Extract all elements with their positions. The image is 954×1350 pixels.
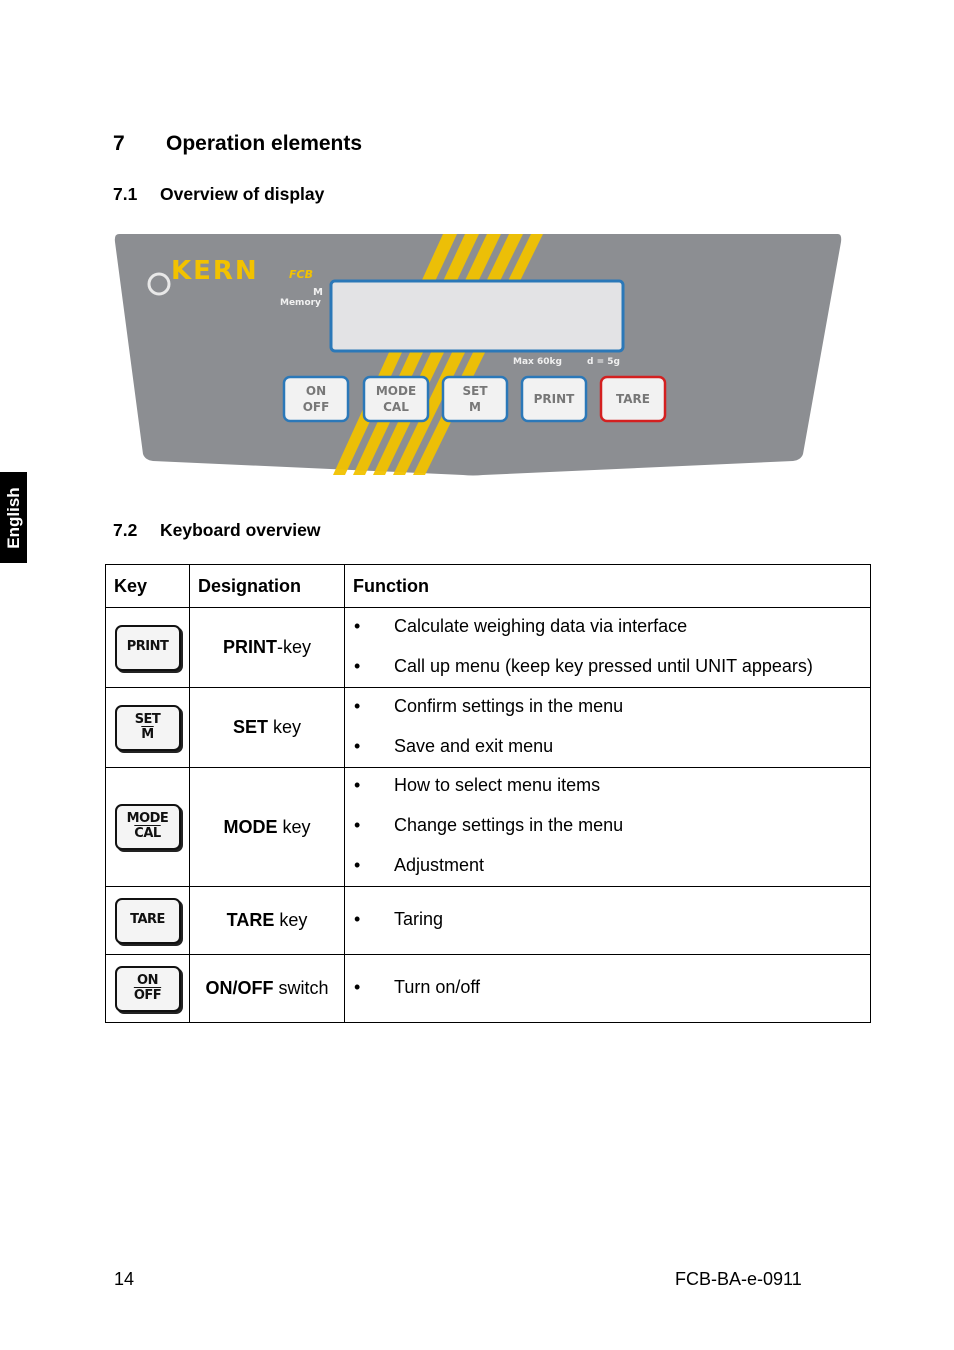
function-cell (345, 955, 871, 1023)
subsection-number: 7.1 (113, 184, 138, 204)
svg-text:TARE: TARE (616, 392, 650, 406)
list-item: • Calculate weighing data via interface (345, 611, 870, 651)
language-tab (0, 472, 27, 563)
key-cell (106, 688, 190, 768)
designation-cell: MODE key (190, 768, 345, 887)
table-row (106, 608, 871, 688)
designation-cell: ON/OFF switch (190, 955, 345, 1023)
on-off-button[interactable] (284, 377, 348, 421)
function-cell (345, 768, 871, 887)
table-row (106, 887, 871, 955)
section-number: 7 (113, 132, 125, 155)
mode-key-icon: MODE $\overline{CAL}$ (115, 804, 181, 850)
svg-text:MODE: MODE (375, 384, 417, 398)
svg-text:CAL: CAL (383, 400, 409, 414)
memory-label: Memory (280, 298, 321, 308)
lcd-screen (331, 281, 623, 351)
table-row (106, 688, 871, 768)
subsection-title: Keyboard overview (160, 520, 321, 540)
designation-cell: SET key (190, 688, 345, 768)
subsection-title: Overview of display (160, 184, 325, 204)
capacity-label: Max 60kg (513, 357, 562, 367)
key-cell (106, 887, 190, 955)
brand-text: KERN (171, 256, 259, 286)
readability-label: d = 5g (587, 357, 620, 367)
svg-text:ON: ON (305, 384, 327, 398)
designation-cell: TARE key (190, 887, 345, 955)
list-item: • How to select menu items (345, 770, 870, 810)
memory-m: M (313, 287, 323, 298)
list-item: • Save and exit menu (345, 731, 870, 765)
subsection-heading-keyboard (113, 520, 320, 541)
set-key-icon: SET $\overline{M}$ (115, 705, 181, 751)
keyboard-table (105, 564, 871, 1023)
header-designation: Designation (190, 565, 345, 608)
table-row (106, 768, 871, 887)
mode-cal-button[interactable] (364, 377, 428, 421)
header-key: Key (106, 565, 190, 608)
key-cell (106, 608, 190, 688)
display-panel-illustration (113, 232, 843, 480)
page-number: 14 (114, 1269, 135, 1289)
document-id: FCB-BA-e-0911 (675, 1269, 802, 1289)
subsection-number: 7.2 (113, 520, 138, 540)
model-text: FCB (289, 268, 313, 281)
list-item: • Confirm settings in the menu (345, 691, 870, 731)
svg-text:PRINT: PRINT (533, 392, 575, 406)
set-m-button[interactable] (443, 377, 507, 421)
subsection-heading-display (113, 184, 324, 205)
svg-text:M: M (469, 400, 481, 414)
language-label: English (3, 486, 23, 549)
svg-text:OFF: OFF (302, 400, 330, 414)
section-heading (113, 132, 362, 156)
list-item: • Adjustment (345, 850, 870, 884)
list-item: • Taring (345, 904, 870, 938)
table-row (106, 955, 871, 1023)
print-button[interactable] (522, 377, 586, 421)
svg-text:SET: SET (462, 384, 488, 398)
key-cell (106, 955, 190, 1023)
section-title: Operation elements (166, 132, 363, 155)
key-cell (106, 768, 190, 887)
on-off-key-icon: ON $\overline{OFF}$ (115, 966, 181, 1012)
function-cell (345, 688, 871, 768)
function-cell (345, 608, 871, 688)
function-cell (345, 887, 871, 955)
print-key-icon: PRINT (115, 625, 181, 671)
tare-button[interactable] (601, 377, 665, 421)
list-item: • Turn on/off (345, 972, 870, 1006)
header-function: Function (345, 565, 871, 608)
designation-cell: PRINT-key (190, 608, 345, 688)
tare-key-icon: TARE (115, 898, 181, 944)
list-item: • Call up menu (keep key pressed until UNIT appears) (345, 651, 870, 685)
table-header-row (106, 565, 871, 608)
list-item: • Change settings in the menu (345, 810, 870, 850)
